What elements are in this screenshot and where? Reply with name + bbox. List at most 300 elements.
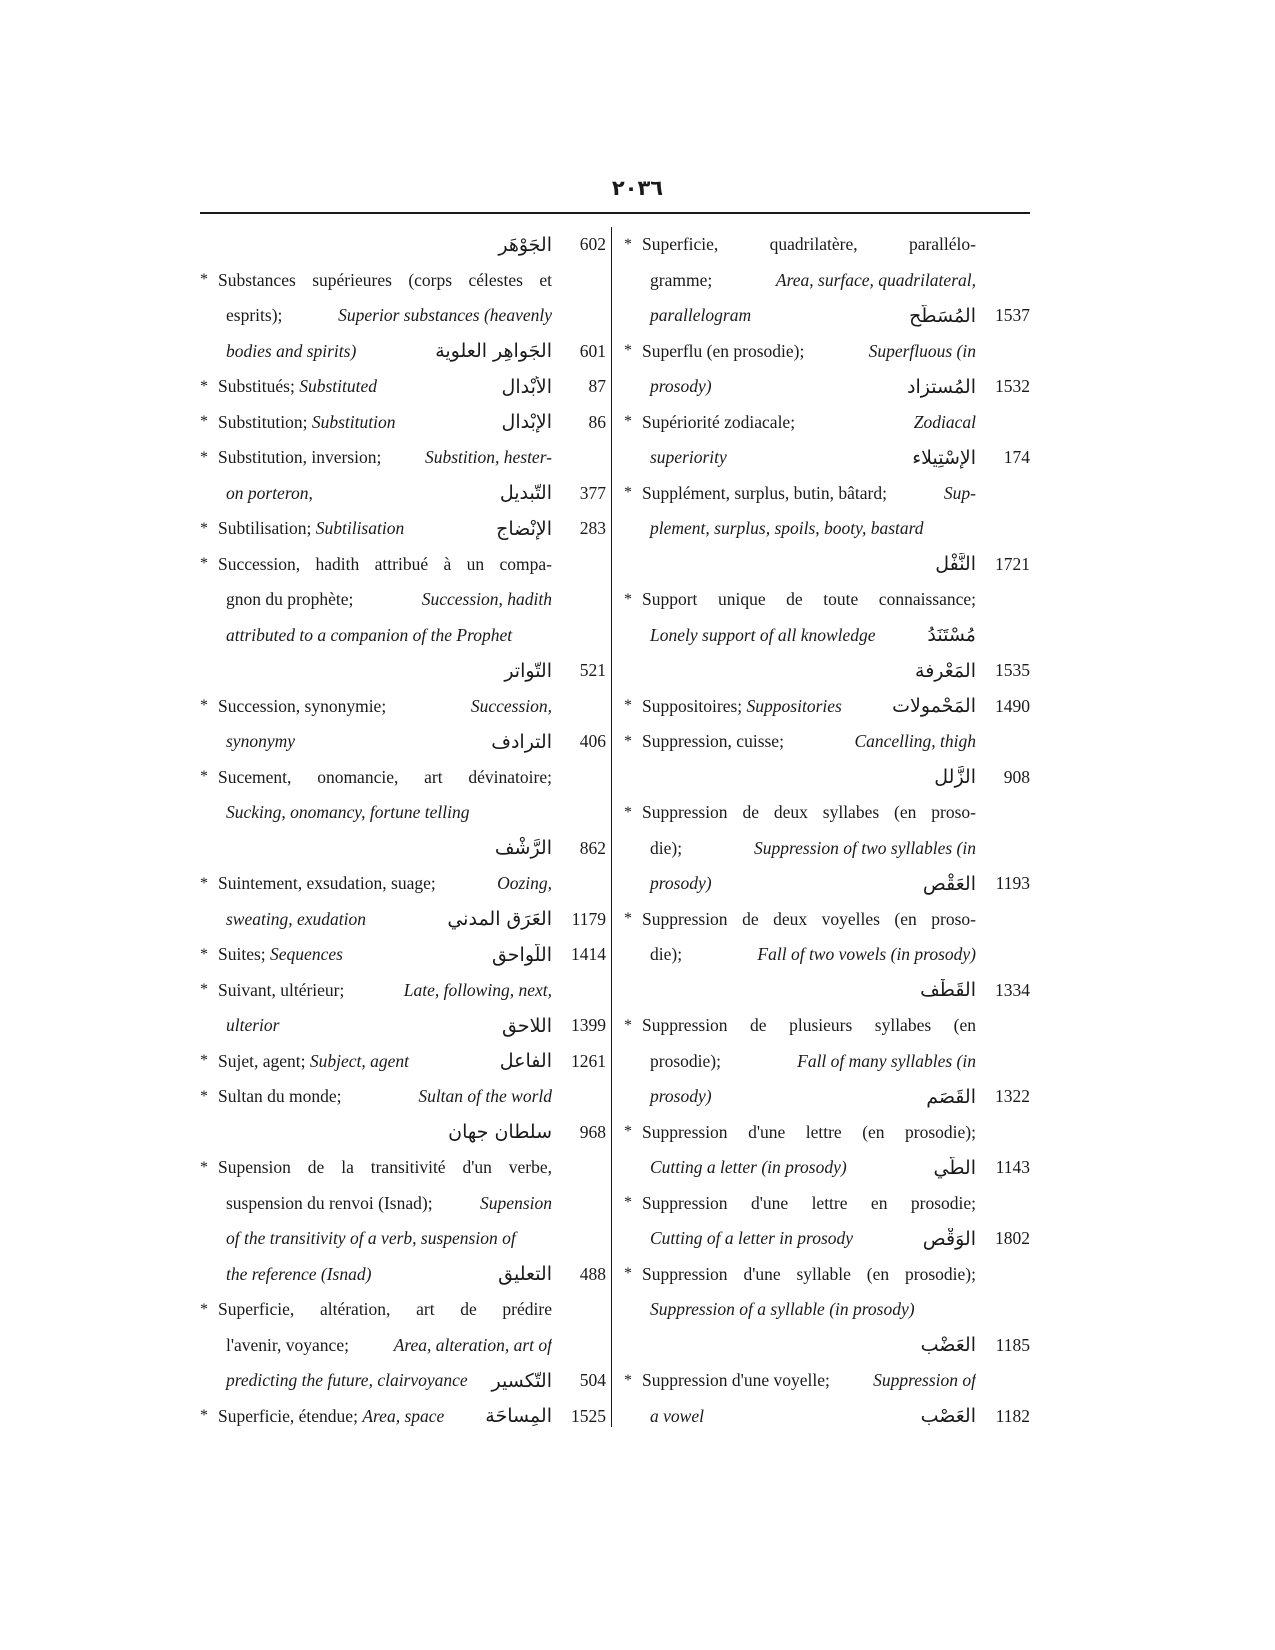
entry-number: 377 (579, 482, 606, 503)
french-term: prosodie); (650, 1050, 721, 1071)
french-term: Support unique de toute connaissance; (642, 589, 976, 610)
entry-text (200, 305, 552, 326)
english-term: Area, space (362, 1405, 445, 1426)
english-term: attributed to a companion of the Prophet (226, 624, 513, 645)
french-term: Suppression de plusieurs syllabes (en (642, 1015, 976, 1036)
arabic-term: القَطْف (920, 979, 976, 1002)
index-line (200, 1363, 606, 1399)
entry-number: 1490 (995, 695, 1030, 716)
arabic-term: الإسْتِيلاء (912, 446, 976, 469)
index-line (200, 1328, 606, 1364)
entry-bullet: * (200, 981, 208, 999)
entry-text (624, 1015, 976, 1036)
entry-text (200, 1370, 552, 1392)
index-line (200, 476, 606, 512)
french-term: Substitution; (218, 411, 312, 432)
entry-bullet: * (200, 448, 208, 466)
english-term: Substituted (299, 376, 377, 397)
french-term: Suppression, cuisse; (642, 731, 784, 752)
french-term: Succession, synonymie; (218, 695, 387, 716)
arabic-term: سلطان جهان (448, 1121, 552, 1144)
entry-text (624, 873, 976, 895)
french-term: l'avenir, voyance; (226, 1334, 349, 1355)
entry-text (624, 341, 976, 362)
entry-text (624, 234, 976, 255)
entry-text (200, 625, 552, 646)
entry-bullet: * (624, 697, 632, 715)
entry-bullet: * (200, 271, 208, 289)
index-line (624, 1115, 1030, 1151)
index-line (624, 937, 1030, 973)
index-line (624, 1221, 1030, 1257)
arabic-term: العَضْب (920, 1334, 976, 1357)
entry-text (624, 376, 976, 398)
english-term: Sucking, onomancy, fortune telling (226, 802, 470, 823)
index-line (200, 795, 606, 831)
index-line (200, 227, 606, 263)
entry-number: 601 (579, 340, 606, 361)
french-term: Suppression de deux syllabes (en proso- (642, 802, 976, 823)
entry-number: 908 (1003, 766, 1030, 787)
arabic-term: المُستزاد (907, 375, 976, 398)
index-line (624, 1186, 1030, 1222)
entry-bullet: * (200, 768, 208, 786)
index-line (624, 440, 1030, 476)
entry-text (200, 482, 552, 504)
english-term: Cancelling, thigh (854, 731, 976, 752)
index-line (200, 334, 606, 370)
french-term: Suivant, ultérieur; (218, 979, 345, 1000)
french-term: Suppression d'une syllable (en prosodie); (642, 1263, 976, 1284)
english-term: Substitution (311, 411, 396, 432)
index-line (624, 547, 1030, 583)
entry-number: 1193 (995, 873, 1030, 894)
entry-bullet: * (200, 377, 208, 395)
index-line (624, 227, 1030, 263)
arabic-term: مُسْتَنَدُ (927, 624, 976, 647)
index-line (200, 1079, 606, 1115)
entry-number: 1182 (995, 1405, 1030, 1426)
index-line (200, 1044, 606, 1080)
entry-number: 1537 (995, 305, 1030, 326)
entry-text (200, 1299, 552, 1320)
entry-number: 1322 (995, 1086, 1030, 1107)
entry-bullet: * (624, 910, 632, 928)
index-line (624, 866, 1030, 902)
entry-text (200, 1015, 552, 1037)
entry-bullet: * (200, 413, 208, 431)
entry-text (200, 589, 552, 610)
column-divider (611, 227, 612, 1427)
english-term: plement, surplus, spoils, booty, bastard (650, 518, 924, 539)
entry-text (624, 553, 976, 575)
english-term: Suppositories (746, 695, 842, 716)
index-line (624, 1044, 1030, 1080)
entry-number: 87 (588, 376, 606, 397)
entry-text (624, 270, 976, 291)
index-line (200, 937, 606, 973)
entry-bullet: * (624, 1016, 632, 1034)
french-term: Suppression d'une voyelle; (642, 1370, 830, 1391)
english-term: prosody) (650, 873, 712, 894)
entry-text (624, 518, 976, 539)
entry-number: 1802 (995, 1228, 1030, 1249)
french-term: Sultan du monde; (218, 1086, 342, 1107)
entry-bullet: * (200, 555, 208, 573)
english-term: synonymy (226, 731, 296, 752)
french-term: Substances supérieures (corps célestes et (218, 269, 552, 290)
english-term: Supension (480, 1192, 552, 1213)
entry-text (624, 589, 976, 610)
entry-bullet: * (200, 945, 208, 963)
entry-text (200, 1086, 552, 1107)
index-line (200, 866, 606, 902)
entry-bullet: * (624, 342, 632, 360)
entry-text (200, 1263, 552, 1285)
entry-text (624, 624, 976, 646)
entry-bullet: * (624, 413, 632, 431)
french-term: Substitution, inversion; (218, 447, 382, 468)
english-term: Area, surface, quadrilateral, (775, 269, 976, 290)
entry-text (624, 1405, 976, 1427)
entry-text (200, 376, 552, 398)
index-line (624, 334, 1030, 370)
index-line (624, 369, 1030, 405)
entry-number: 1721 (995, 553, 1030, 574)
index-line (200, 689, 606, 725)
french-term: Suppositoires; (642, 695, 747, 716)
english-term: Fall of two vowels (in prosody) (757, 944, 976, 965)
entry-text (200, 1121, 552, 1143)
entry-text (624, 1370, 976, 1391)
english-term: prosody) (650, 376, 712, 397)
entry-text (200, 447, 552, 468)
entry-number: 1185 (995, 1334, 1030, 1355)
arabic-term: العَقْص (922, 872, 976, 895)
entry-bullet: * (624, 1194, 632, 1212)
index-line (200, 1115, 606, 1151)
index-line (624, 653, 1030, 689)
entry-number: 862 (579, 837, 606, 858)
entry-bullet: * (624, 1371, 632, 1389)
entry-bullet: * (624, 590, 632, 608)
index-line (624, 476, 1030, 512)
entry-text (624, 1086, 976, 1108)
entry-number: 1143 (995, 1157, 1030, 1178)
english-term: Cutting a letter (in prosody) (650, 1157, 847, 1178)
entry-number: 406 (579, 731, 606, 752)
entry-number: 283 (579, 518, 606, 539)
french-term: Supplément, surplus, butin, bâtard; (642, 482, 887, 503)
entry-text (624, 979, 976, 1001)
arabic-term: الجَوْهَر (498, 233, 552, 256)
index-line (624, 1008, 1030, 1044)
entry-text (200, 234, 552, 256)
entry-text (624, 483, 976, 504)
entry-bullet: * (624, 1265, 632, 1283)
french-term: Supériorité zodiacale; (642, 411, 796, 432)
entry-number: 488 (579, 1263, 606, 1284)
entry-number: 1525 (571, 1405, 606, 1426)
english-term: on porteron, (226, 482, 313, 503)
entry-bullet: * (624, 732, 632, 750)
english-term: bodies and spirits) (226, 340, 357, 361)
arabic-term: الجَواهِر العلوية (435, 340, 552, 363)
arabic-term: التعليق (498, 1263, 552, 1286)
french-term: die); (650, 837, 683, 858)
entry-bullet: * (624, 803, 632, 821)
english-term: Superfluous (in (868, 340, 976, 361)
entry-text (200, 908, 552, 930)
english-term: Sultan of the world (418, 1086, 552, 1107)
english-term: Suppression of (873, 1370, 976, 1391)
index-line (200, 973, 606, 1009)
index-line (200, 369, 606, 405)
entry-text (624, 412, 976, 433)
index-line (624, 795, 1030, 831)
arabic-term: الزَّلل (934, 766, 976, 789)
french-term: Superficie, altération, art de prédire (218, 1299, 552, 1320)
arabic-term: الوَقْص (922, 1227, 976, 1250)
index-line (200, 263, 606, 299)
english-term: Subtilisation (315, 518, 405, 539)
french-term: Suppression d'une lettre (en prosodie); (642, 1121, 976, 1142)
entry-text (200, 1157, 552, 1178)
entry-text (200, 518, 552, 540)
english-term: predicting the future, clairvoyance (226, 1370, 468, 1391)
arabic-term: اللّواحق (491, 943, 552, 966)
english-term: Succession, (470, 695, 552, 716)
index-line (624, 689, 1030, 725)
arabic-term: التّكسير (491, 1369, 552, 1392)
header-rule (200, 212, 1030, 214)
entry-text (624, 660, 976, 682)
english-term: prosody) (650, 1086, 712, 1107)
index-line (624, 1257, 1030, 1293)
entry-text (624, 1122, 976, 1143)
entry-text (200, 731, 552, 753)
index-line (200, 440, 606, 476)
french-term: Substitués; (218, 376, 300, 397)
english-term: Zodiacal (913, 411, 976, 432)
arabic-term: القَصَم (926, 1085, 976, 1108)
english-term: superiority (650, 447, 727, 468)
english-term: a vowel (650, 1405, 704, 1426)
entry-text (200, 837, 552, 859)
index-line (200, 1008, 606, 1044)
arabic-term: الفاعل (499, 1050, 552, 1073)
entry-text (624, 1228, 976, 1250)
index-line (624, 582, 1030, 618)
entry-text (624, 944, 976, 965)
entry-text (200, 1405, 552, 1427)
index-line (624, 902, 1030, 938)
french-term: Suppression de deux voyelles (en proso- (642, 908, 976, 929)
entry-bullet: * (200, 1300, 208, 1318)
entry-text (200, 340, 552, 362)
english-term: Succession, hadith (421, 589, 552, 610)
entry-number: 1334 (995, 979, 1030, 1000)
entry-number: 1179 (571, 908, 606, 929)
entry-text (200, 554, 552, 575)
entry-text (200, 411, 552, 433)
index-line (200, 582, 606, 618)
index-line (200, 1292, 606, 1328)
french-term: Superflu (en prosodie); (642, 340, 805, 361)
french-term: Supension de la transitivité d'un verbe, (218, 1157, 552, 1178)
entry-number: 1414 (571, 944, 606, 965)
index-line (624, 298, 1030, 334)
english-term: Late, following, next, (403, 979, 552, 1000)
french-term: gramme; (650, 269, 713, 290)
entry-text (624, 909, 976, 930)
arabic-term: النَّفْل (935, 553, 976, 576)
entry-text (624, 802, 976, 823)
index-line (624, 1363, 1030, 1399)
index-line (200, 547, 606, 583)
entry-bullet: * (624, 235, 632, 253)
index-line (624, 618, 1030, 654)
index-line (200, 724, 606, 760)
french-term: Sucement, onomancie, art dévinatoire; (218, 766, 552, 787)
entry-text (624, 1264, 976, 1285)
index-line (624, 1292, 1030, 1328)
index-line (200, 1399, 606, 1435)
entry-bullet: * (200, 874, 208, 892)
index-line (200, 1257, 606, 1293)
index-line (200, 298, 606, 334)
english-term: the reference (Isnad) (226, 1263, 372, 1284)
entry-text (200, 1193, 552, 1214)
index-line (200, 618, 606, 654)
entry-number: 504 (579, 1370, 606, 1391)
english-term: Sequences (270, 944, 343, 965)
english-term: Suppression of a syllable (in prosody) (650, 1299, 915, 1320)
french-term: Superficie, étendue; (218, 1405, 363, 1426)
index-line (624, 1150, 1030, 1186)
french-term: gnon du prophète; (226, 589, 354, 610)
arabic-term: العَرَق المدني (447, 908, 552, 931)
english-term: Cutting of a letter in prosody (650, 1228, 854, 1249)
entry-number: 86 (588, 411, 606, 432)
entry-text (624, 1051, 976, 1072)
arabic-term: الإِبْدال (501, 411, 552, 434)
entry-bullet: * (624, 1123, 632, 1141)
french-term: Subtilisation; (218, 518, 316, 539)
english-term: of the transitivity of a verb, suspension of (226, 1228, 516, 1249)
entry-bullet: * (624, 484, 632, 502)
left-column (200, 227, 606, 1434)
french-term: suspension du renvoi (Isnad); (226, 1192, 433, 1213)
entry-text (624, 1334, 976, 1356)
entry-text (200, 944, 552, 966)
index-line (200, 1150, 606, 1186)
index-line (624, 1328, 1030, 1364)
french-term: Succession, hadith attribué à un compa- (218, 553, 552, 574)
entry-text (624, 731, 976, 752)
index-line (200, 902, 606, 938)
entry-text (624, 1193, 976, 1214)
entry-text (200, 660, 552, 682)
entry-number: 174 (1003, 447, 1030, 468)
entry-text (624, 695, 976, 717)
arabic-term: الترادف (491, 730, 552, 753)
arabic-term: التّواتر (504, 659, 552, 682)
index-line (200, 405, 606, 441)
arabic-term: الرَّشْف (494, 837, 552, 860)
entry-text (200, 802, 552, 823)
french-term: Suppression d'une lettre en prosodie; (642, 1192, 976, 1213)
entry-text (200, 980, 552, 1001)
entry-text (200, 1335, 552, 1356)
french-term: die); (650, 944, 683, 965)
index-line (624, 405, 1030, 441)
index-line (624, 760, 1030, 796)
arabic-term: اللاحق (502, 1014, 552, 1037)
french-term: Sujet, agent; (218, 1050, 310, 1071)
entry-text (624, 838, 976, 859)
arabic-term: العَصْب (920, 1405, 976, 1428)
entry-text (624, 1157, 976, 1179)
index-line (624, 724, 1030, 760)
french-term: Suintement, exsudation, suage; (218, 873, 436, 894)
entry-bullet: * (200, 1087, 208, 1105)
english-term: Suppression of two syllables (in (754, 837, 976, 858)
entry-bullet: * (200, 1158, 208, 1176)
index-line (200, 511, 606, 547)
entry-text (200, 1228, 552, 1249)
entry-number: 968 (579, 1121, 606, 1142)
index-line (200, 653, 606, 689)
english-term: parallelogram (650, 305, 752, 326)
entry-text (624, 766, 976, 788)
index-line (624, 973, 1030, 1009)
right-column (624, 227, 1030, 1434)
arabic-term: الإنْضاج (496, 517, 552, 540)
entry-text (200, 873, 552, 894)
entry-bullet: * (200, 697, 208, 715)
french-term: esprits); (226, 305, 283, 326)
index-line (624, 831, 1030, 867)
index-line (624, 1079, 1030, 1115)
entry-text (200, 767, 552, 788)
english-term: Lonely support of all knowledge (650, 624, 876, 645)
english-term: Area, alteration, art of (393, 1334, 552, 1355)
arabic-term: المُسَطَّح (909, 304, 976, 327)
english-term: Fall of many syllables (in (797, 1050, 976, 1071)
entry-bullet: * (200, 519, 208, 537)
entry-number: 1535 (995, 660, 1030, 681)
entry-bullet: * (200, 1407, 208, 1425)
entry-text (200, 270, 552, 291)
arabic-term: التّبديل (499, 482, 552, 505)
english-term: Oozing, (497, 873, 552, 894)
english-term: Substition, hester- (424, 447, 552, 468)
entry-bullet: * (200, 1052, 208, 1070)
arabic-term: المَعْرِفة (915, 659, 976, 682)
entry-text (624, 305, 976, 327)
entry-text (624, 447, 976, 469)
entry-text (200, 696, 552, 717)
index-line (200, 1186, 606, 1222)
entry-number: 1399 (571, 1015, 606, 1036)
index-line (624, 1399, 1030, 1435)
arabic-term: المَحْمولات (892, 695, 976, 718)
entry-number: 1261 (571, 1050, 606, 1071)
english-term: Subject, agent (309, 1050, 409, 1071)
index-line (200, 760, 606, 796)
index-line (624, 263, 1030, 299)
